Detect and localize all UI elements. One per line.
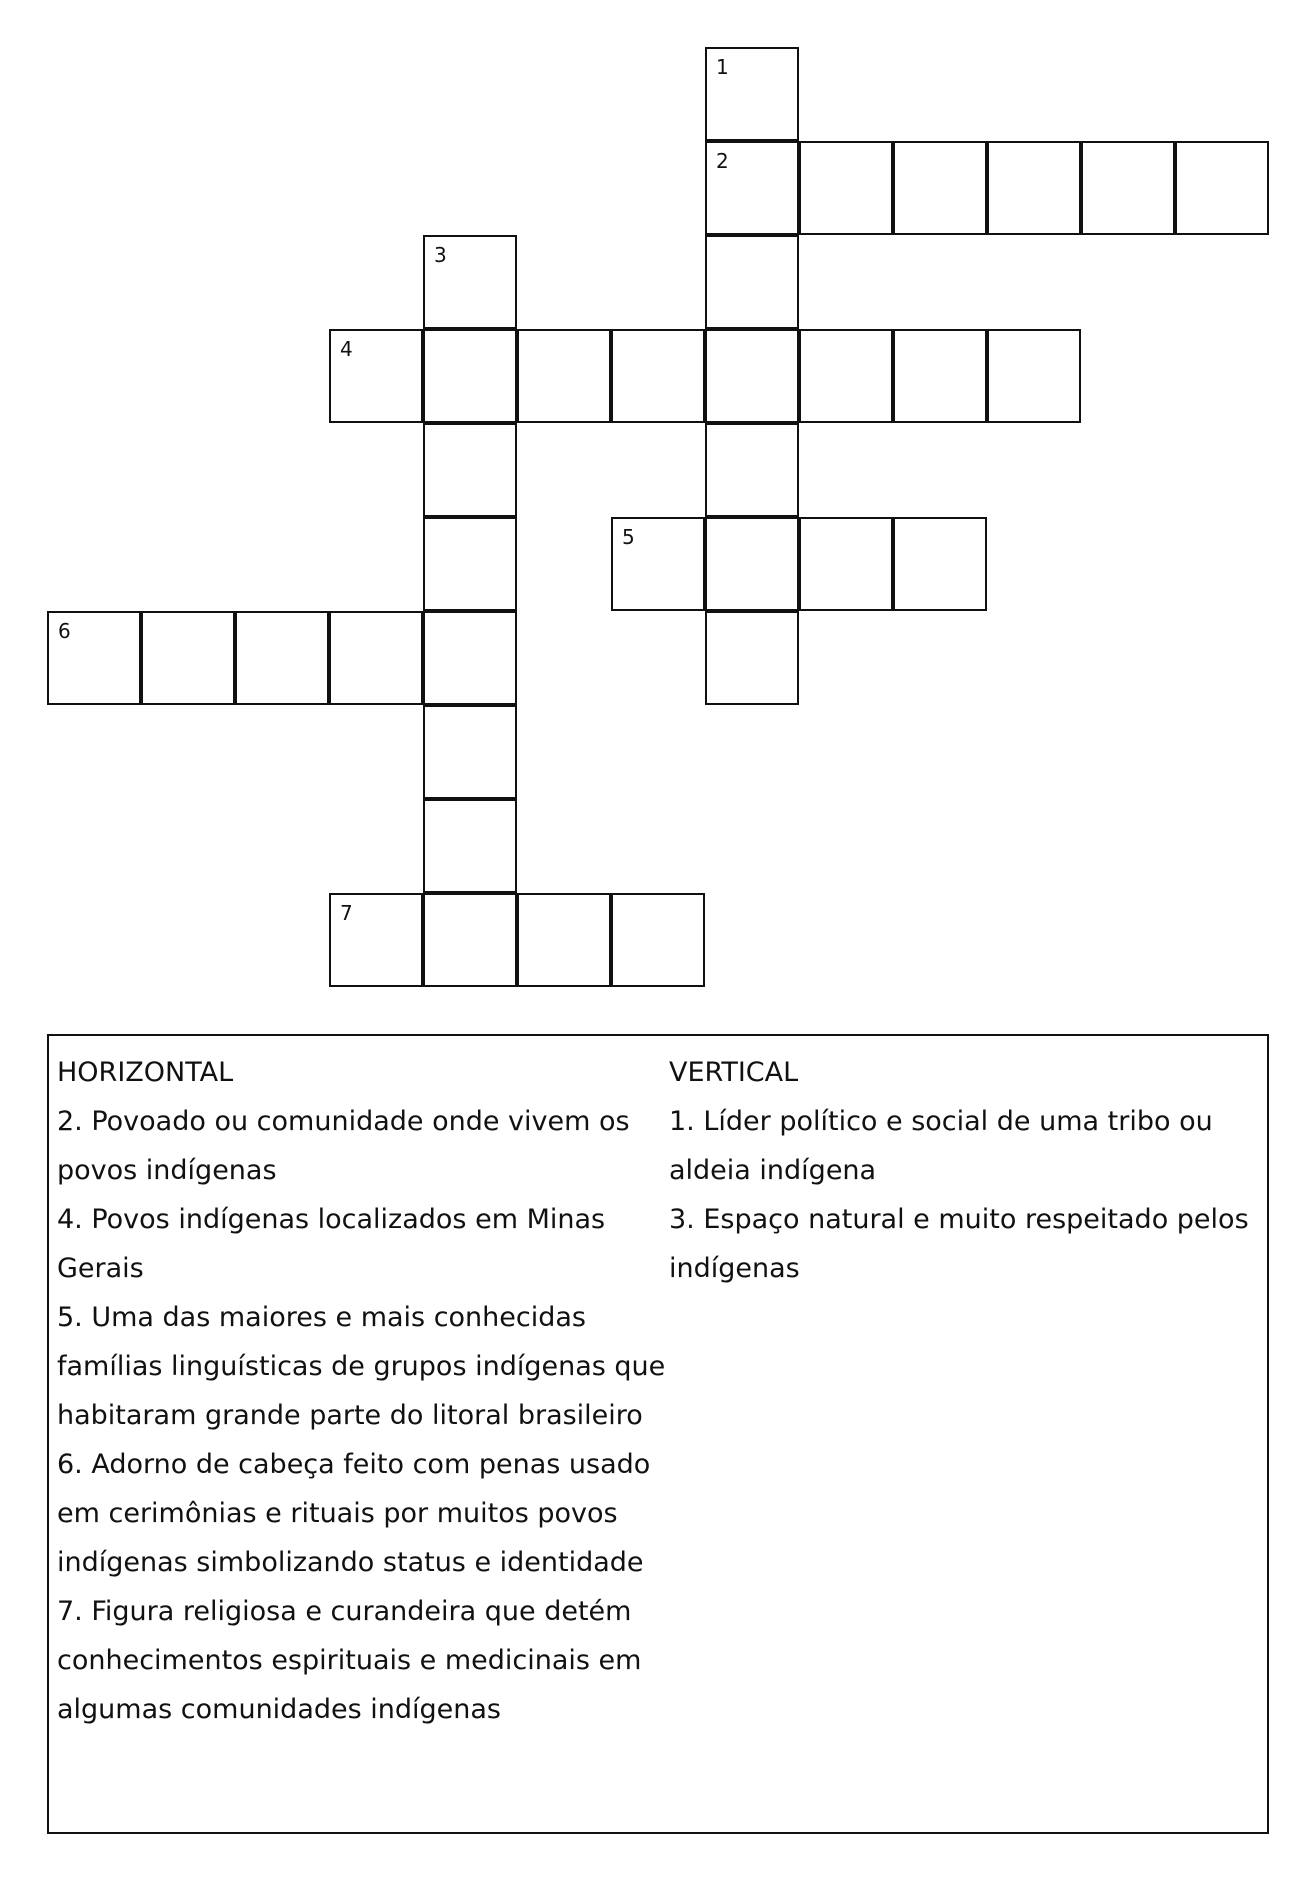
crossword-cell[interactable] xyxy=(423,611,517,705)
horizontal-clues xyxy=(57,1048,667,1734)
clue-horizontal-7: 7. Figura religiosa e curandeira que detém conhecimentos espirituais e medicinais em algumas comunidades indígenas xyxy=(57,1596,642,1725)
crossword-cell[interactable] xyxy=(705,611,799,705)
crossword-cell[interactable] xyxy=(423,235,517,329)
crossword-cell[interactable] xyxy=(705,47,799,141)
crossword-cell[interactable] xyxy=(705,329,799,423)
crossword-cell[interactable] xyxy=(611,893,705,987)
clues-box xyxy=(47,1034,1269,1834)
cell-number: 1 xyxy=(716,55,729,79)
crossword-cell[interactable] xyxy=(423,517,517,611)
crossword-cell[interactable] xyxy=(987,329,1081,423)
cell-number: 2 xyxy=(716,149,729,173)
crossword-cell[interactable] xyxy=(423,893,517,987)
cell-number: 6 xyxy=(58,619,71,643)
crossword-cell[interactable] xyxy=(423,423,517,517)
clue-vertical-3: 3. Espaço natural e muito respeitado pelos indígenas xyxy=(669,1204,1249,1284)
crossword-cell[interactable] xyxy=(329,611,423,705)
crossword-cell[interactable] xyxy=(611,517,705,611)
crossword-cell[interactable] xyxy=(235,611,329,705)
crossword-cell[interactable] xyxy=(705,141,799,235)
crossword-cell[interactable] xyxy=(987,141,1081,235)
crossword-cell[interactable] xyxy=(329,893,423,987)
crossword-cell[interactable] xyxy=(799,517,893,611)
clue-horizontal-5: 5. Uma das maiores e mais conhecidas famílias linguísticas de grupos indígenas que habitaram grande parte do litoral brasileiro xyxy=(57,1302,666,1431)
crossword-cell[interactable] xyxy=(141,611,235,705)
crossword-cell[interactable] xyxy=(423,705,517,799)
cell-number: 7 xyxy=(340,901,353,925)
clue-vertical-1: 1. Líder político e social de uma tribo ou aldeia indígena xyxy=(669,1106,1213,1186)
vertical-title: VERTICAL xyxy=(669,1057,799,1088)
horizontal-title: HORIZONTAL xyxy=(57,1057,234,1088)
crossword-cell[interactable] xyxy=(799,329,893,423)
vertical-clues xyxy=(669,1048,1259,1293)
crossword-cell[interactable] xyxy=(893,141,987,235)
crossword-cell[interactable] xyxy=(799,141,893,235)
crossword-cell[interactable] xyxy=(423,799,517,893)
crossword-cell[interactable] xyxy=(517,329,611,423)
crossword-cell[interactable] xyxy=(705,235,799,329)
crossword-cell[interactable] xyxy=(329,329,423,423)
cell-number: 5 xyxy=(622,525,635,549)
cell-number: 4 xyxy=(340,337,353,361)
crossword-cell[interactable] xyxy=(893,329,987,423)
crossword-cell[interactable] xyxy=(517,893,611,987)
clue-horizontal-6: 6. Adorno de cabeça feito com penas usado em cerimônias e rituais por muitos povos indígenas simbolizando status e identidade xyxy=(57,1449,651,1578)
crossword-cell[interactable] xyxy=(423,329,517,423)
crossword-cell[interactable] xyxy=(893,517,987,611)
crossword-cell[interactable] xyxy=(611,329,705,423)
cell-number: 3 xyxy=(434,243,447,267)
crossword-cell[interactable] xyxy=(47,611,141,705)
crossword-cell[interactable] xyxy=(705,423,799,517)
clue-horizontal-2: 2. Povoado ou comunidade onde vivem os povos indígenas xyxy=(57,1106,630,1186)
crossword-cell[interactable] xyxy=(1081,141,1175,235)
clue-horizontal-4: 4. Povos indígenas localizados em Minas Gerais xyxy=(57,1204,606,1284)
crossword-cell[interactable] xyxy=(705,517,799,611)
crossword-cell[interactable] xyxy=(1175,141,1269,235)
